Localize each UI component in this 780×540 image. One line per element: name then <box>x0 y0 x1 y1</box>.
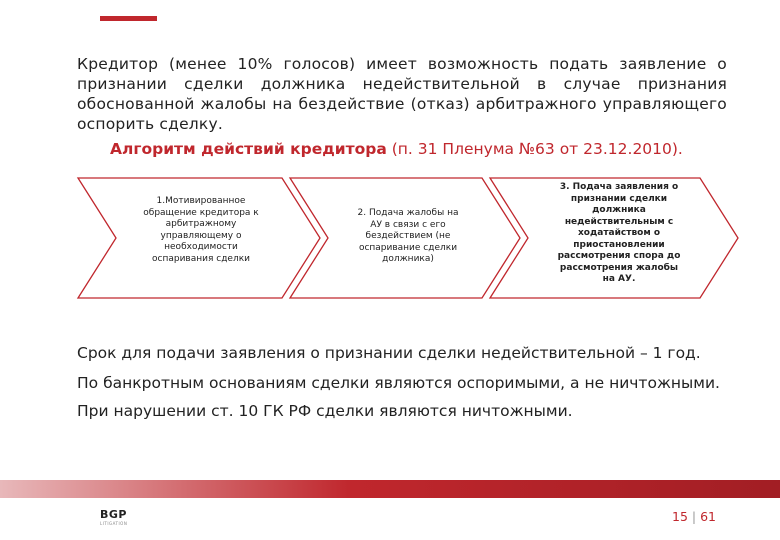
fact-deadline: Срок для подачи заявления о признании сделки недействительной – 1 год. <box>77 344 701 362</box>
intro-paragraph: Кредитор (менее 10% голосов) имеет возможность подать заявление о признании сделки должника недействительной в случае признания обоснованной жалобы на бездействие (отказ) арбитражного управляющего оспорить сделку. <box>77 55 727 133</box>
page-total: 61 <box>700 509 716 524</box>
logo-subtext: LITIGATION <box>100 521 128 526</box>
footer-band <box>0 480 780 498</box>
fact-voidable: По банкротным основаниям сделки являются оспоримыми, а не ничтожными. <box>77 374 720 392</box>
step-3-text: 3. Подача заявления о признании сделки должника недействительным с ходатайством о приостановлении рассмотрения спора до рассмотрения жалобы на АУ. <box>557 182 681 284</box>
page-separator: | <box>691 509 697 524</box>
logo-text: BGP <box>100 508 127 521</box>
step-1-text: 1.Мотивированное обращение кредитора к арбитражному управляющему о необходимости оспаривания сделки <box>143 196 259 264</box>
algorithm-reference: (п. 31 Пленума №63 от 23.12.2010). <box>386 140 683 158</box>
algorithm-title: Алгоритм действий кредитора <box>110 140 387 158</box>
company-logo <box>100 508 127 526</box>
page-current: 15 <box>672 509 688 524</box>
step-2-text: 2. Подача жалобы на АУ в связи с его бездействием (не оспаривание сделки должника) <box>357 208 459 264</box>
page-number <box>672 509 716 524</box>
fact-void: При нарушении ст. 10 ГК РФ сделки являются ничтожными. <box>77 402 573 420</box>
